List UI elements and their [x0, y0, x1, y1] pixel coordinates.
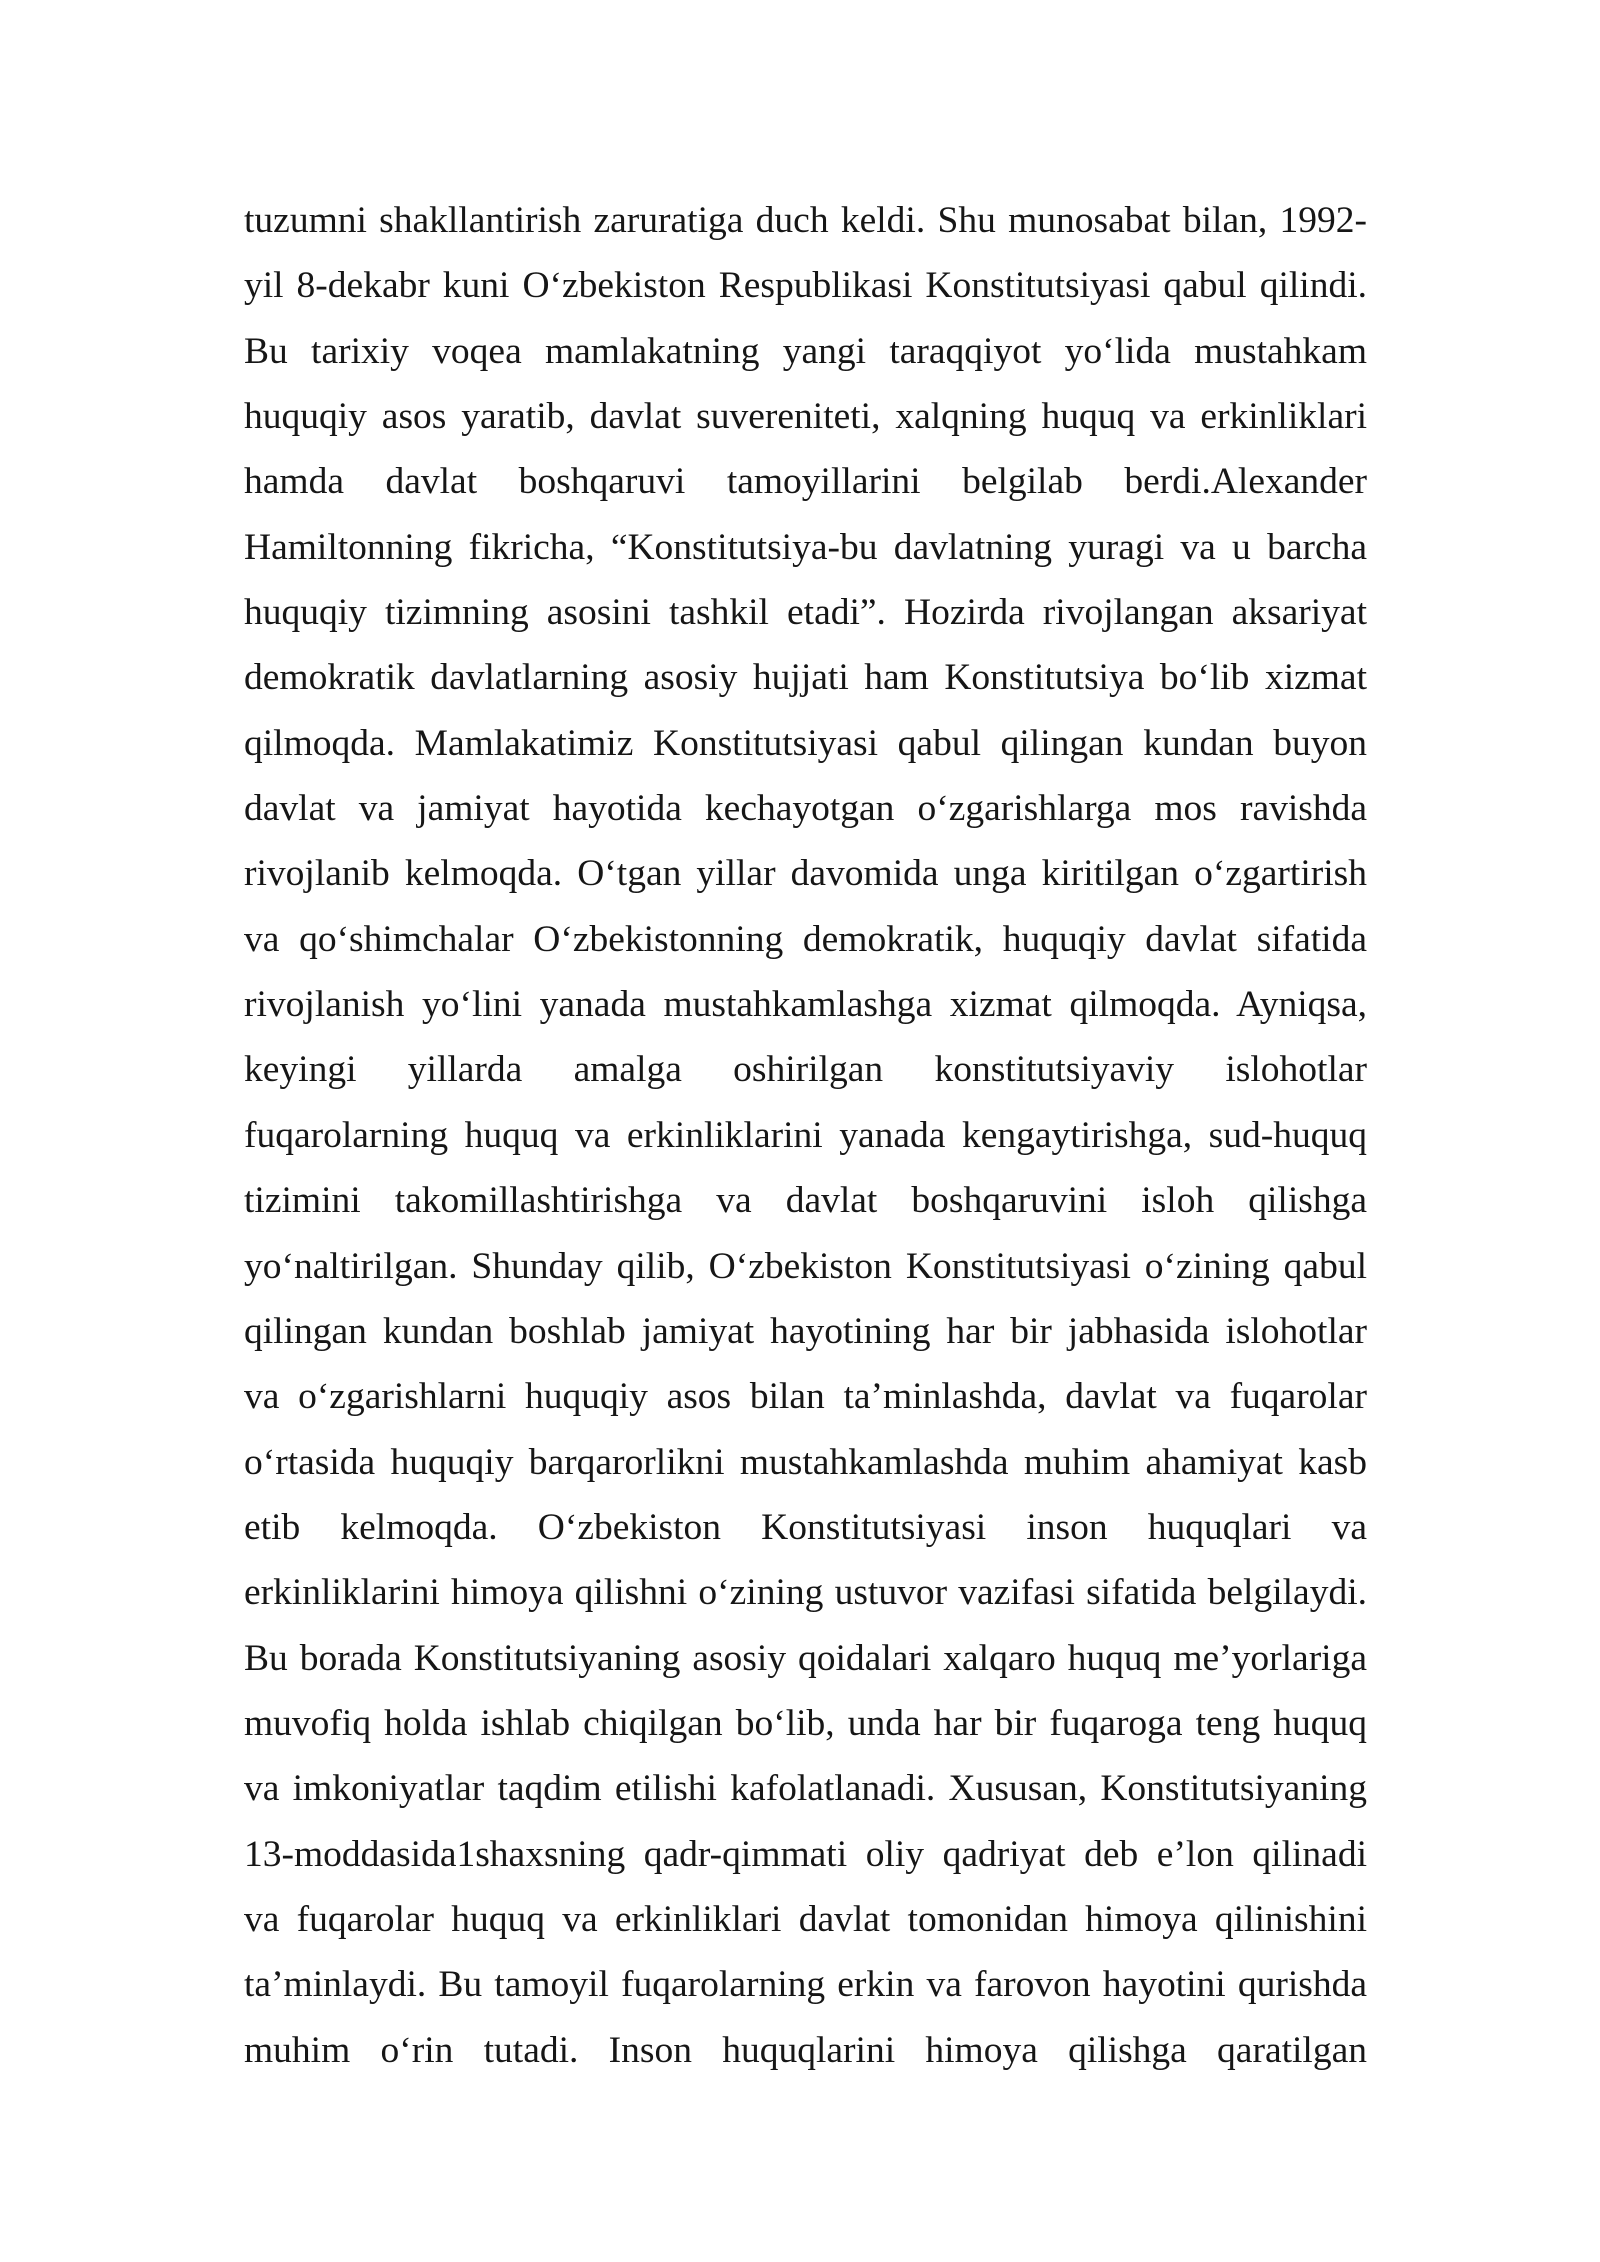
text-line: demokratik davlatlarning asosiy hujjati ham Konstitutsiya bo‘lib xizmat	[244, 657, 1367, 699]
text-line: Hamiltonning fikricha, “Konstitutsiya-bu davlatning yuragi va u barcha	[244, 526, 1367, 568]
text-line: yo‘naltirilgan. Shunday qilib, O‘zbekiston Konstitutsiyasi o‘zining qabul	[244, 1245, 1367, 1287]
text-line: tuzumni shakllantirish zaruratiga duch keldi. Shu munosabat bilan, 1992-	[244, 200, 1367, 241]
text-line: huquqiy tizimning asosini tashkil etadi”. Hozirda rivojlangan aksariyat	[244, 592, 1367, 634]
text-line: ta’minlaydi. Bu tamoyil fuqarolarning erkin va farovon hayotini qurishda	[244, 1964, 1367, 2006]
text-line: qilingan kundan boshlab jamiyat hayotining har bir jabhasida islohotlar	[244, 1310, 1367, 1352]
text-line: rivojlanib kelmoqda. O‘tgan yillar davomida unga kiritilgan o‘zgartirish	[244, 853, 1367, 895]
text-line: fuqarolarning huquq va erkinliklarini yanada kengaytirishga, sud-huquq	[244, 1114, 1367, 1156]
text-line: va fuqarolar huquq va erkinliklari davlat tomonidan himoya qilinishini	[244, 1898, 1367, 1940]
text-line: tizimini takomillashtirishga va davlat boshqaruvini isloh qilishga	[244, 1180, 1367, 1222]
text-line: qilmoqda. Mamlakatimiz Konstitutsiyasi qabul qilingan kundan buyon	[244, 722, 1367, 764]
text-line: muvofiq holda ishlab chiqilgan bo‘lib, unda har bir fuqaroga teng huquq	[244, 1702, 1367, 1744]
text-line: keyingi yillarda amalga oshirilgan konstitutsiyaviy islohotlar	[244, 1049, 1367, 1091]
text-line: 13-moddasida1shaxsning qadr-qimmati oliy qadriyat deb e’lon qilinadi	[244, 1833, 1367, 1875]
text-line: davlat va jamiyat hayotida kechayotgan o‘zgarishlarga mos ravishda	[244, 788, 1367, 830]
body-text	[244, 188, 1367, 2083]
text-line: muhim o‘rin tutadi. Inson huquqlarini himoya qilishga qaratilgan	[244, 2029, 1367, 2071]
text-line: etib kelmoqda. O‘zbekiston Konstitutsiyasi inson huquqlari va	[244, 1506, 1367, 1548]
text-line: o‘rtasida huquqiy barqarorlikni mustahkamlashda muhim ahamiyat kasb	[244, 1441, 1367, 1483]
text-line: erkinliklarini himoya qilishni o‘zining ustuvor vazifasi sifatida belgilaydi.	[244, 1572, 1367, 1614]
text-line: va imkoniyatlar taqdim etilishi kafolatlanadi. Xususan, Konstitutsiyaning	[244, 1768, 1367, 1810]
text-line: va o‘zgarishlarni huquqiy asos bilan ta’minlashda, davlat va fuqarolar	[244, 1376, 1367, 1418]
text-line: Bu borada Konstitutsiyaning asosiy qoidalari xalqaro huquq me’yorlariga	[244, 1637, 1367, 1679]
text-line: hamda davlat boshqaruvi tamoyillarini belgilab berdi.Alexander	[244, 461, 1367, 503]
text-line: rivojlanish yo‘lini yanada mustahkamlashga xizmat qilmoqda. Ayniqsa,	[244, 984, 1367, 1026]
text-line: huquqiy asos yaratib, davlat suvereniteti, xalqning huquq va erkinliklari	[244, 396, 1367, 438]
text-line: va qo‘shimchalar O‘zbekistonning demokratik, huquqiy davlat sifatida	[244, 918, 1367, 960]
text-line: Bu tarixiy voqea mamlakatning yangi taraqqiyot yo‘lida mustahkam	[244, 330, 1367, 372]
text-line: yil 8-dekabr kuni O‘zbekiston Respublikasi Konstitutsiyasi qabul qilindi.	[244, 265, 1367, 307]
